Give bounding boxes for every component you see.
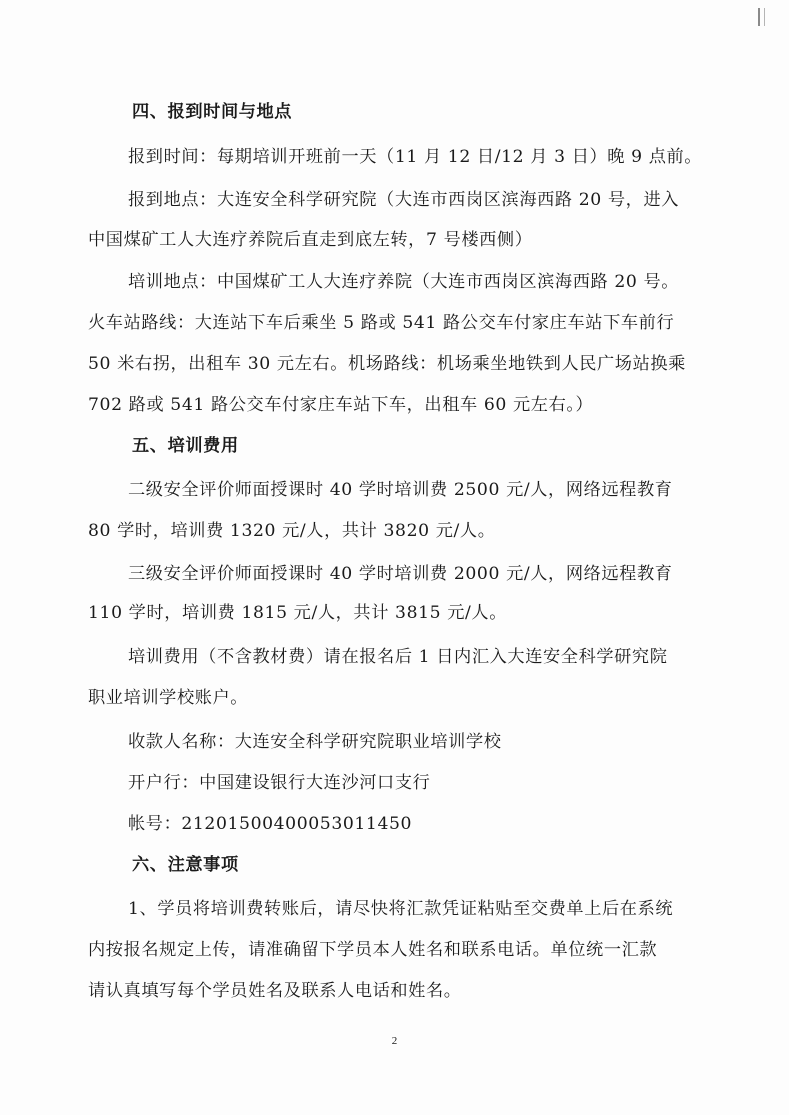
report-time-text: 报到时间：每期培训开班前一天（11 月 12 日/12 月 3 日）晚 9 点前。	[128, 147, 703, 167]
train-place-line-4: 702 路或 541 路公交车付家庄车站下车，出租车 60 元左右。）	[88, 395, 594, 415]
report-place-line-1: 报到地点：大连安全科学研究院（大连市西岗区滨海西路 20 号，进入	[128, 190, 680, 210]
train-place-line-3: 50 米右拐，出租车 30 元左右。机场路线：机场乘坐地铁到人民广场站换乘	[88, 354, 686, 374]
bank-text: 开户行：中国建设银行大连沙河口支行	[128, 773, 431, 793]
remit-line-2: 职业培训学校账户。	[88, 688, 249, 708]
section6-heading: 六、注意事项	[132, 855, 239, 875]
account-text: 帐号：21201500400053011450	[128, 814, 413, 834]
train-place-line-1: 培训地点：中国煤矿工人大连疗养院（大连市西岗区滨海西路 20 号。	[128, 272, 680, 292]
payee-text: 收款人名称：大连安全科学研究院职业培训学校	[128, 732, 502, 752]
notice-item1-line-3: 请认真填写每个学员姓名及联系人电话和姓名。	[88, 981, 462, 1001]
page-number: 2	[391, 1035, 398, 1047]
train-place-line-2: 火车站路线：大连站下车后乘坐 5 路或 541 路公交车付家庄车站下车前行	[88, 313, 675, 333]
scan-artifact	[758, 8, 765, 26]
section5-heading: 五、培训费用	[132, 436, 239, 456]
section4-heading: 四、报到时间与地点	[132, 102, 293, 122]
level2-fee-line-2: 80 学时，培训费 1320 元/人，共计 3820 元/人。	[88, 521, 496, 541]
level3-fee-line-2: 110 学时，培训费 1815 元/人，共计 3815 元/人。	[88, 603, 508, 623]
level3-fee-line-1: 三级安全评价师面授课时 40 学时培训费 2000 元/人，网络远程教育	[128, 564, 673, 584]
remit-line-1: 培训费用（不含教材费）请在报名后 1 日内汇入大连安全科学研究院	[128, 647, 668, 667]
report-place-line-2: 中国煤矿工人大连疗养院后直走到底左转，7 号楼西侧）	[88, 230, 533, 250]
notice-item1-line-1: 1、学员将培训费转账后，请尽快将汇款凭证粘贴至交费单上后在系统	[128, 899, 674, 919]
notice-item1-line-2: 内按报名规定上传，请准确留下学员本人姓名和联系电话。单位统一汇款	[88, 940, 658, 960]
level2-fee-line-1: 二级安全评价师面授课时 40 学时培训费 2500 元/人，网络远程教育	[128, 480, 673, 500]
